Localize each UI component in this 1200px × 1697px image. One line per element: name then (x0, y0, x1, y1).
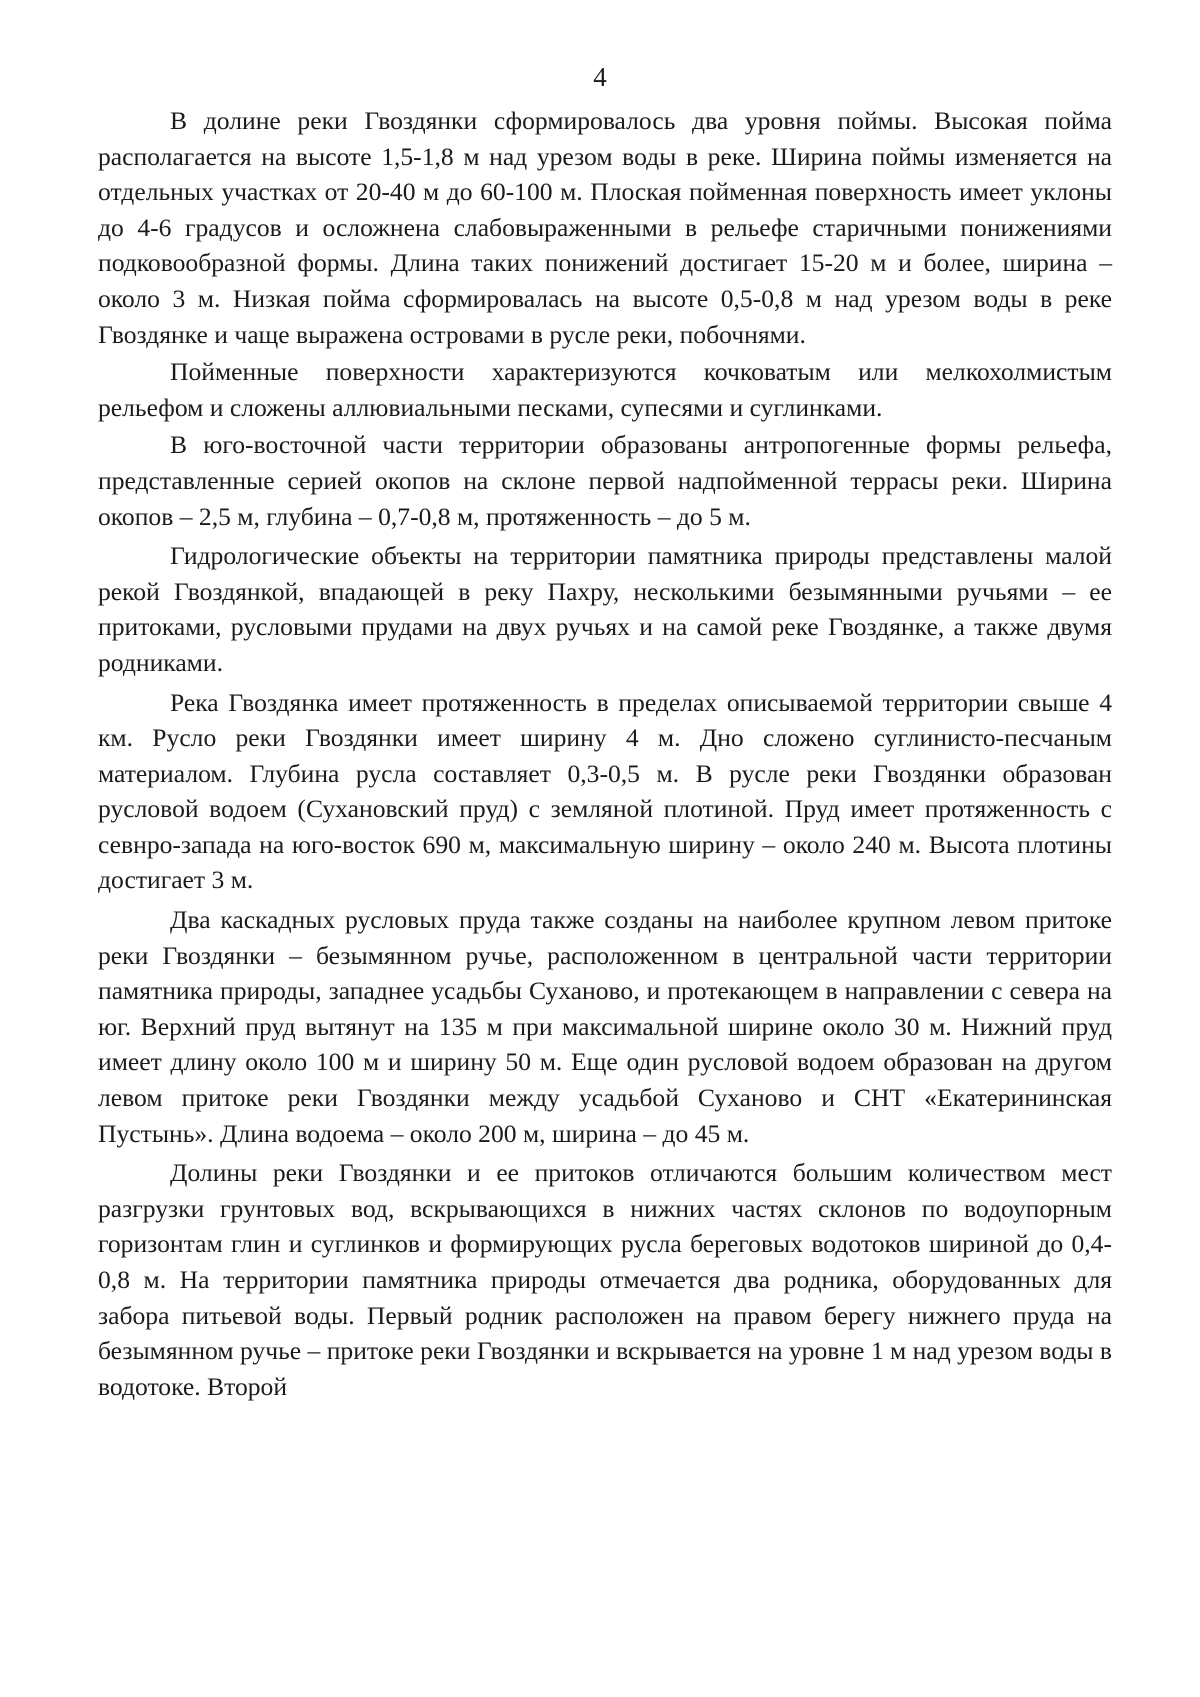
paragraph-hydrological-objects: Гидрологические объекты на территории памятника природы представлены малой рекой Гвоздянкой, впадающей в реку Пахру, несколькими безымянными ручьями – ее притоками, русловыми прудами на двух ручьях и на самой реке Гвоздянке, а также двумя родниками. (98, 541, 1112, 677)
paragraph-floodplain-relief: Пойменные поверхности характеризуются кочковатым или мелкохолмистым рельефом и сложены аллювиальными песками, супесями и суглинками. (98, 357, 1112, 422)
paragraph-anthropogenic-forms: В юго-восточной части территории образованы антропогенные формы рельефа, представленные серией окопов на склоне первой надпойменной террасы реки. Ширина окопов – 2,5 м, глубина – 0,7-0,8 м, протяженность – до 5 м. (98, 430, 1112, 531)
paragraph-cascade-ponds: Два каскадных русловых пруда также созданы на наиболее крупном левом притоке реки Гвоздянки – безымянном ручье, расположенном в центральной части территории памятника природы, западнее усадьбы Суханово, и протекающем в направлении с севера на юг. Верхний пруд вытянут на 135 м при максимальной ширине около 30 м. Нижний пруд имеет длину около 100 м и ширину 50 м. Еще один русловой водоем образован на другом левом притоке реки Гвоздянки между усадьбой Суханово и СНТ «Екатерининская Пустынь». Длина водоема – около 200 м, ширина – до 45 м. (98, 905, 1112, 1148)
page-number: 4 (593, 62, 607, 92)
body-text (98, 103, 1112, 1406)
paragraph-floodplain-levels: В долине реки Гвоздянки сформировалось два уровня поймы. Высокая пойма располагается на высоте 1,5-1,8 м над урезом воды в реке. Ширина поймы изменяется на отдельных участках от 20-40 м до 60-100 м. Плоская пойменная поверхность имеет уклоны до 4-6 градусов и осложнена слабовыраженными в рельефе старичными понижениями подковообразной формы. Длина таких понижений достигает 15-20 м и более, ширина – около 3 м. Низкая пойма сформировалась на высоте 0,5-0,8 м над урезом воды в реке Гвоздянке и чаще выражена островами в русле реки, побочнями. (98, 106, 1112, 349)
paragraph-river-gvozdyanka: Река Гвоздянка имеет протяженность в пределах описываемой территории свыше 4 км. Русло реки Гвоздянки имеет ширину 4 м. Дно сложено суглинисто-песчаным материалом. Глубина русла составляет 0,3-0,5 м. В русле реки Гвоздянки образован русловой водоем (Сухановский пруд) с земляной плотиной. Пруд имеет протяженность с севнро-запада на юго-восток 690 м, максимальную ширину – около 240 м. Высота плотины достигает 3 м. (98, 687, 1112, 895)
paragraph-groundwater-springs: Долины реки Гвоздянки и ее притоков отличаются большим количеством мест разгрузки грунтовых вод, вскрывающихся в нижних частях склонов по водоупорным горизонтам глин и суглинков и формирующих русла береговых водотоков шириной до 0,4-0,8 м. На территории памятника природы отмечается два родника, оборудованных для забора питьевой воды. Первый родник расположен на правом берегу нижнего пруда на безымянном ручье – притоке реки Гвоздянки и вскрывается на уровне 1 м над урезом воды в водотоке. Второй (98, 1158, 1112, 1401)
